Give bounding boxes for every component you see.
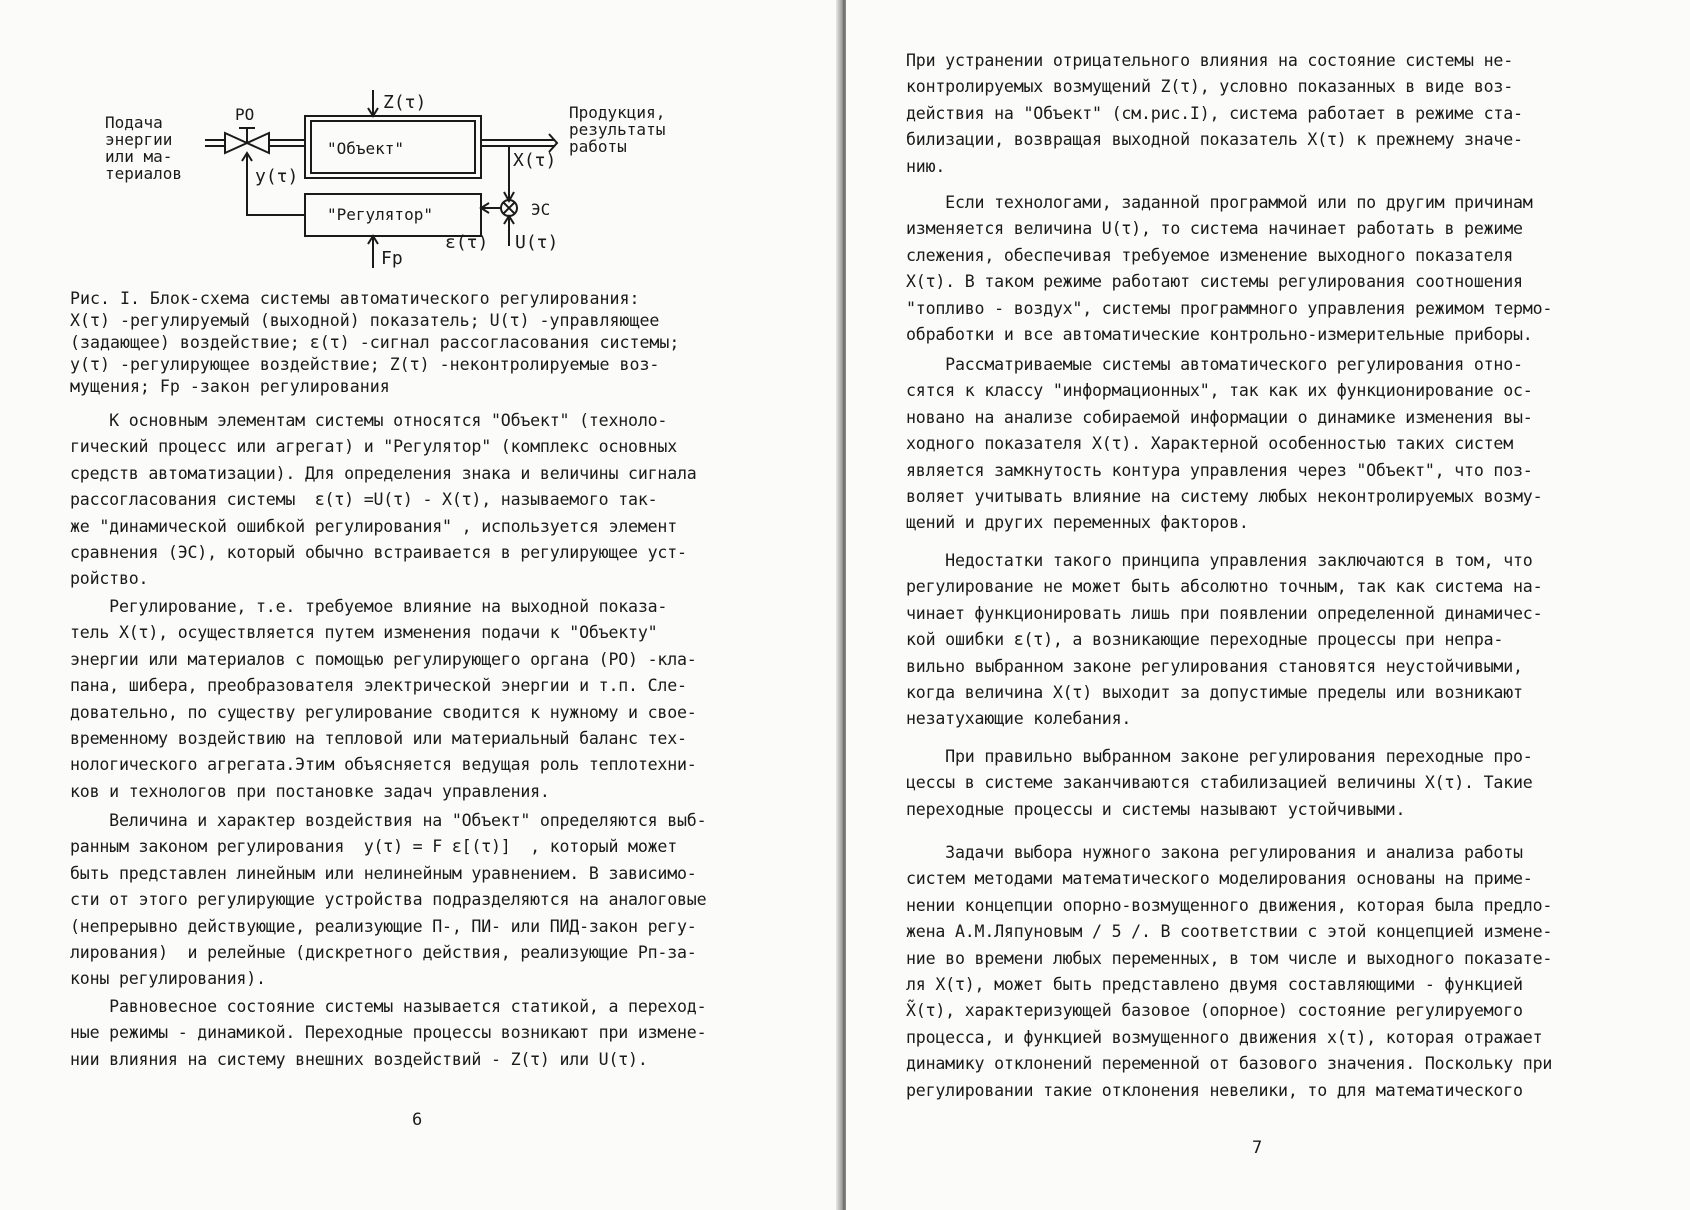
left-paragraph-1: К основным элементам системы относятся "Объект" (техноло- гический процесс или агрегат) и "Регулятор" (комплекс основных средств автоматизации). Для определения знака и величины сигнала рассогласования системы ε(τ) =U(τ) - X(τ), называемого так- же "динамической ошибкой регулирования" , используется элемент сравнения (ЭС), который обычно встраивается в регулирующее уст- ройство. [70, 411, 697, 589]
es-label: ЭС [531, 200, 551, 219]
y-label: y(τ) [255, 166, 299, 187]
right-paragraph-4: Недостатки такого принципа управления заключаются в том, что регулирование не может быть абсолютно точным, так как система на- чинает функционировать лишь при появлении определенной динамичес- кой ошибки ε(τ), а возникающие переходные процессы при непра- вильно выбранном законе регулирования становятся неустойчивыми, когда величина X(τ) выходит за допустимые пределы или возникают незатухающие колебания. [906, 551, 1543, 729]
ro-label: РО [235, 105, 255, 124]
figure-caption: Рис. I. Блок-схема системы автоматического регулирования: X(τ) -регулируемый (выходной) показатель; U(τ) -управляющее (задающее) воздействие; ε(τ) -сигнал рассогласования системы; y(τ) -регулирующее воздействие; Z(τ) -неконтролируемые воз- мущения; Fр -закон регулирования [70, 289, 680, 396]
right-paragraph-5: При правильно выбранном законе регулирования переходные про- цессы в системе заканчиваются стабилизацией величины X(τ). Такие переходные процессы и системы называют устойчивыми. [906, 747, 1533, 819]
page-number-left: 6 [412, 1110, 423, 1130]
output-label: Продукция, результаты работы [569, 103, 666, 156]
left-paragraph-4: Равновесное состояние системы называется статикой, а переход- ные режимы - динамикой. Переходные процессы возникают при измене- нии влияния на систему внешних воздействий - Z(τ) или U(τ). [70, 997, 707, 1069]
right-paragraph-6: Задачи выбора нужного закона регулирования и анализа работы систем методами математического моделирования основаны на приме- нении концепции опорно-возмущенного движения, которая была предло- жена А.М.Ляпуновым / 5 /. В соответствии с этой концепцией измене- ние во времени любых переменных, в том числе и выходного показате- ля X(τ), может быть представлено двумя составляющими - функцией X̃(τ), характеризующей базовое (опорное) состояние регулируемого процесса, и функцией возмущенного движения x(τ), которая отражает динамику отклонений переменной от базового значения. Поскольку при регулировании такие отклонения невелики, то для математического [906, 843, 1553, 1100]
object-label: "Объект" [327, 139, 405, 158]
z-label: Z(τ) [383, 92, 427, 113]
left-page [0, 0, 840, 1210]
page-number-right: 7 [1252, 1138, 1263, 1158]
left-paragraph-2: Регулирование, т.е. требуемое влияние на выходной показа- тель X(τ), осуществляется путем изменения подачи к "Объекту" энергии или материалов с помощью регулирующего органа (РО) -кла- пана, шибера, преобразователя электрической энергии и т.п. Сле- довательно, по существу регулирование сводится к нужному и свое- временному воздействию на тепловой или материальный баланс тех- нологического агрегата.Этим объясняется ведущая роль теплотехни- ков и технологов при постановке задач управления. [70, 597, 697, 801]
regulator-label: "Регулятор" [327, 205, 433, 224]
u-label: U(τ) [515, 232, 559, 253]
block-diagram [105, 88, 725, 308]
right-paragraph-2: Если технологами, заданной программой или по другим причинам изменяется величина U(τ), то система начинает работать в режиме слежения, обеспечивая требуемое изменение выходного показателя X(τ). В таком режиме работают системы регулирования соотношения "топливо - воздух", системы программного управления режимом термо- обработки и все автоматические контрольно-измерительные приборы. [906, 193, 1553, 345]
input-label: Подача энергии или ма- териалов [105, 113, 183, 183]
right-page [846, 0, 1690, 1210]
fp-label: Fр [381, 248, 403, 269]
left-paragraph-3: Величина и характер воздействия на "Объект" определяются выб- ранным законом регулирования y(τ) = F ε[(τ)] , который может быть представлен линейным или нелинейным уравнением. В зависимо- сти от этого регулирующие устройства подразделяются на аналоговые (непрерывно действующие, реализующие П-, ПИ- или ПИД-закон регу- лирования) и релейные (дискретного действия, реализующие Pп-за- коны регулирования). [70, 811, 707, 989]
eps-label: ε(τ) [445, 232, 489, 253]
right-paragraph-3: Рассматриваемые системы автоматического регулирования отно- сятся к классу "информационных", так как их функционирование ос- новано на анализе собираемой информации о динамике изменения вы- ходного показателя X(τ). Характерной особенностью таких систем является замкнутость контура управления через "Объект", что поз- воляет учитывать влияние на систему любых неконтролируемых возму- щений и других переменных факторов. [906, 355, 1543, 533]
right-paragraph-1: При устранении отрицательного влияния на состояние системы не- контролируемых возмущений Z(τ), условно показанных в виде воз- действия на "Объект" (см.рис.I), система работает в режиме ста- билизации, возвращая выходной показатель X(τ) к прежнему значе- нию. [906, 51, 1523, 176]
x-label: X(τ) [513, 150, 557, 171]
